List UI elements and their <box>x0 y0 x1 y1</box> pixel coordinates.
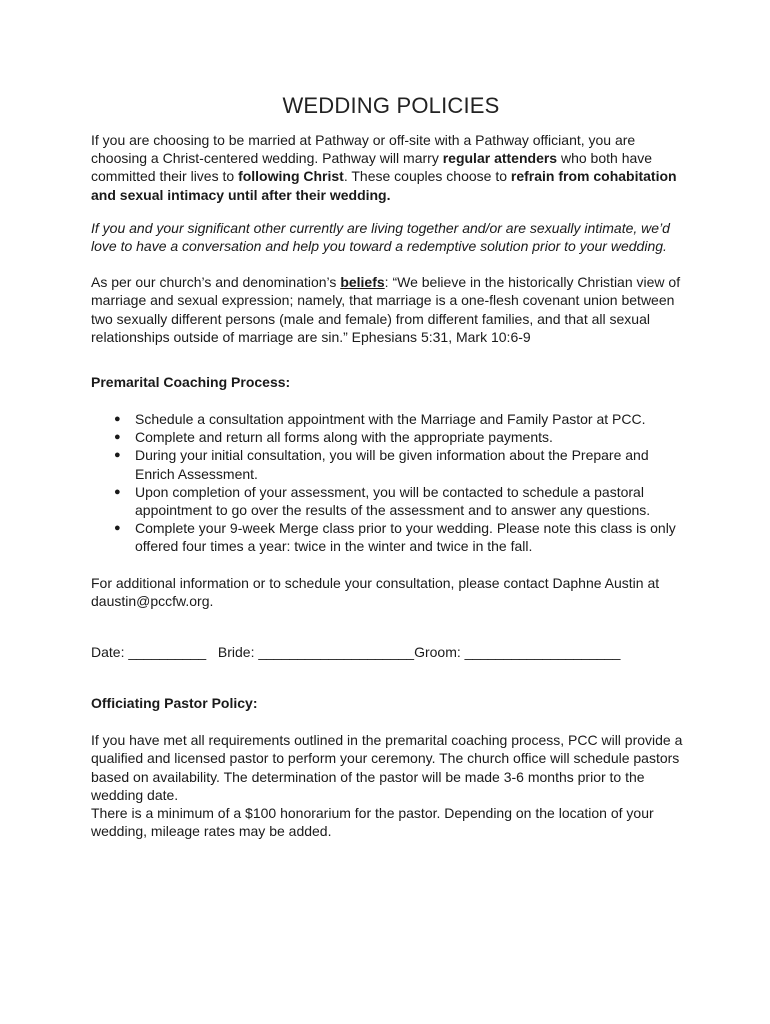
list-item <box>114 446 691 482</box>
document-body <box>91 93 691 840</box>
pastor-policy-heading: Officiating Pastor Policy: <box>91 695 258 712</box>
intro-bold-following-christ: following Christ <box>238 168 344 185</box>
bullet-icon: ● <box>114 485 121 498</box>
cohabitation-note: If you and your significant other currently are living together and/or are sexually intimate, we’d love to have a conversation and help you toward a redemptive solution prior to your wedding. <box>91 219 670 255</box>
intro-text-1: If you are choosing to be married at Pathway or off-site with a Pathway officiant, you are choosing a Christ-centered wedding. Pathway will marry <box>91 132 636 167</box>
bullet-icon: ● <box>114 449 121 462</box>
intro-bold-refrain: refrain from cohabitation and sexual intimacy until after their wedding. <box>91 168 677 203</box>
pastor-policy-paragraph: If you have met all requirements outlined in the premarital coaching process, PCC will provide a qualified and licensed pastor to perform your ceremony. The church office will schedule pastors based on availability. The determination of the pastor will be made 3-6 months prior to the wedding date. <box>91 732 683 803</box>
intro-text-2: who both have committed their lives to <box>91 150 653 185</box>
list-item-text: During your initial consultation, you will be given information about the Prepare and Enrich Assessment. <box>135 447 649 482</box>
list-item-text: Upon completion of your assessment, you will be contacted to schedule a pastoral appointment to go over the results of the assessment and to answer any questions. <box>135 483 651 519</box>
list-item <box>114 483 691 519</box>
intro-text-3: . These couples choose to <box>343 168 511 185</box>
beliefs-text-1: As per our church’s and denomination’s <box>91 274 341 291</box>
document-title: WEDDING POLICIES <box>282 93 500 118</box>
list-item-text: Complete and return all forms along with the appropriate payments. <box>135 429 553 446</box>
beliefs-paragraph <box>91 273 691 346</box>
list-item-text: Complete your 9-week Merge class prior to your wedding. Please note this class is only offered four times a year: twice in the winter and twice in the fall. <box>135 520 676 555</box>
contact-paragraph: For additional information or to schedule your consultation, please contact Daphne Austin at daustin@pccfw.org. <box>91 574 660 609</box>
bullet-icon: ● <box>114 431 121 444</box>
list-item <box>114 410 691 428</box>
beliefs-text-2: : “We believe in the historically Christian view of marriage and sexual expression; namely, that marriage is a one-flesh covenant union between two sexually different persons (male and female) from different families, and that all sexual relationships outside of marriage are sin.” Ephesians 5:31, Mark 10:6-9 <box>91 274 681 345</box>
honorarium-paragraph: There is a minimum of a $100 honorarium for the pastor. Depending on the location of your wedding, mileage rates may be added. <box>91 805 654 840</box>
intro-bold-regular-attenders: regular attenders <box>442 150 558 167</box>
list-item-text: Schedule a consultation appointment with the Marriage and Family Pastor at PCC. <box>135 411 646 428</box>
intro-paragraph <box>91 131 691 204</box>
bullet-icon: ● <box>114 522 121 535</box>
signature-line: Date: __________ Bride: ____________________Groom: ____________________ <box>91 644 621 661</box>
coaching-heading: Premarital Coaching Process: <box>91 374 291 391</box>
coaching-steps-list <box>91 410 691 556</box>
list-item <box>114 428 691 446</box>
bullet-icon: ● <box>114 413 121 426</box>
beliefs-link[interactable]: beliefs <box>340 274 385 291</box>
list-item <box>114 519 691 555</box>
